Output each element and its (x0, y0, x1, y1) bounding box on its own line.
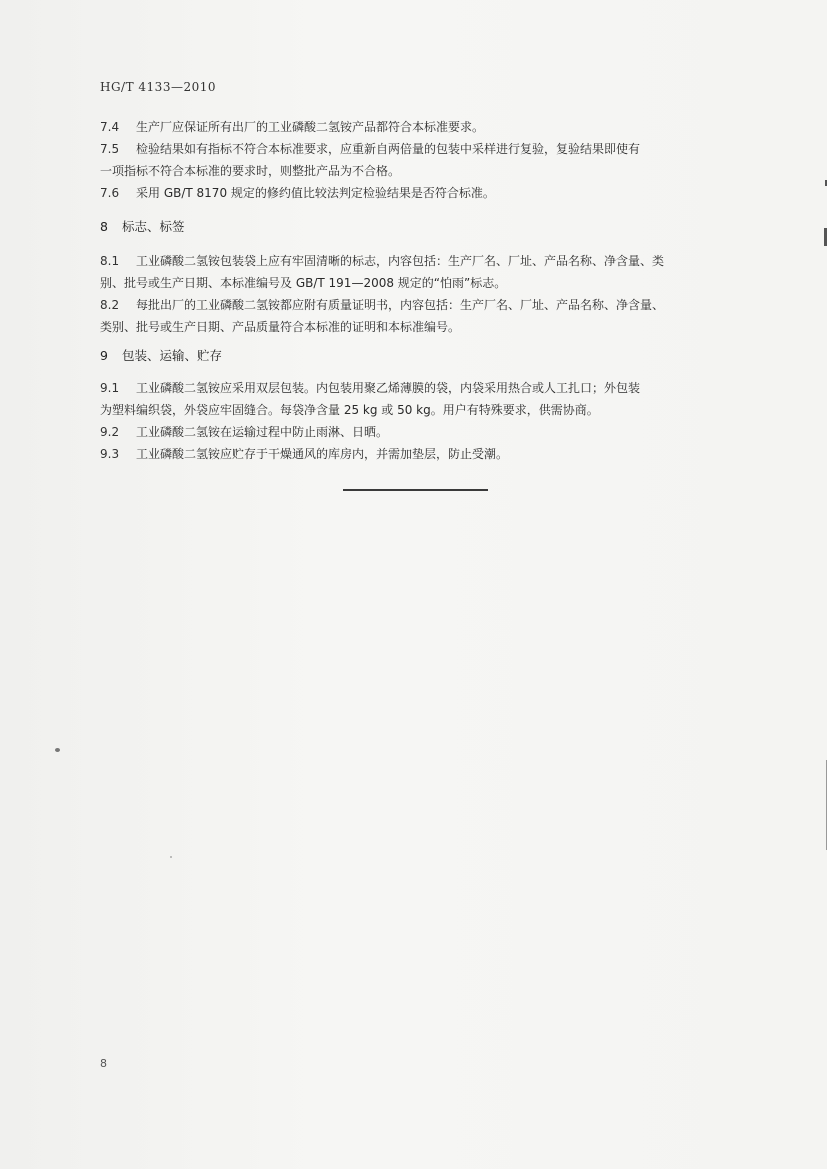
clause-number: 7.4 (100, 120, 120, 134)
end-of-text-rule (343, 489, 488, 491)
section-title: 包装、运输、贮存 (122, 348, 223, 363)
section-9-clauses (100, 377, 740, 465)
clause-text: 检验结果如有指标不符合本标准要求，应重新自两倍量的包装中采样进行复验，复验结果即使有 (136, 142, 641, 156)
section-8-clauses (100, 250, 740, 338)
clause-text: 工业磷酸二氢铵包装袋上应有牢固清晰的标志，内容包括：生产厂名、厂址、产品名称、净含量、类 (136, 254, 665, 268)
clause-text: 工业磷酸二氢铵应贮存于干燥通风的库房内，并需加垫层，防止受潮。 (136, 447, 509, 461)
clause-number: 9.1 (100, 381, 120, 395)
scan-dust-speck (55, 748, 60, 752)
page-number: 8 (100, 1057, 107, 1070)
clause-text: 每批出厂的工业磷酸二氢铵都应附有质量证明书，内容包括：生产厂名、厂址、产品名称、净含量、 (136, 298, 665, 312)
standard-number-header: HG/T 4133—2010 (100, 80, 216, 94)
clause-text-continued: 为塑料编织袋，外袋应牢固缝合。每袋净含量 25 kg 或 50 kg。用户有特殊要求，供需协商。 (100, 403, 599, 417)
clause-number: 8.1 (100, 254, 120, 268)
clause-8-2 (100, 294, 740, 338)
section-number: 9 (100, 348, 108, 363)
clause-7-5 (100, 138, 740, 182)
section-9-heading (100, 346, 222, 364)
clause-text-continued: 类别、批号或生产日期、产品质量符合本标准的证明和本标准编号。 (100, 320, 461, 334)
section-7-clauses (100, 116, 740, 204)
clause-text-continued: 一项指标不符合本标准的要求时，则整批产品为不合格。 (100, 164, 401, 178)
clause-8-1 (100, 250, 740, 294)
clause-number: 8.2 (100, 298, 120, 312)
clause-9-2 (100, 421, 740, 443)
clause-text: 工业磷酸二氢铵在运输过程中防止雨淋、日晒。 (136, 425, 389, 439)
clause-number: 9.3 (100, 447, 120, 461)
clause-text-continued: 别、批号或生产日期、本标准编号及 GB/T 191—2008 规定的“怕雨”标志。 (100, 276, 507, 290)
clause-9-1 (100, 377, 740, 421)
clause-7-4 (100, 116, 740, 138)
section-8-heading (100, 217, 185, 235)
clause-number: 7.6 (100, 186, 120, 200)
clause-7-6 (100, 182, 740, 204)
clause-text: 生产厂应保证所有出厂的工业磷酸二氢铵产品都符合本标准要求。 (136, 120, 485, 134)
clause-text: 工业磷酸二氢铵应采用双层包装。内包装用聚乙烯薄膜的袋，内袋采用热合或人工扎口；外包装 (136, 381, 641, 395)
section-number: 8 (100, 219, 108, 234)
clause-number: 9.2 (100, 425, 120, 439)
clause-text: 采用 GB/T 8170 规定的修约值比较法判定检验结果是否符合标准。 (136, 186, 495, 200)
scan-dust-speck (170, 856, 172, 858)
section-title: 标志、标签 (122, 219, 185, 234)
clause-9-3 (100, 443, 740, 465)
clause-number: 7.5 (100, 142, 120, 156)
